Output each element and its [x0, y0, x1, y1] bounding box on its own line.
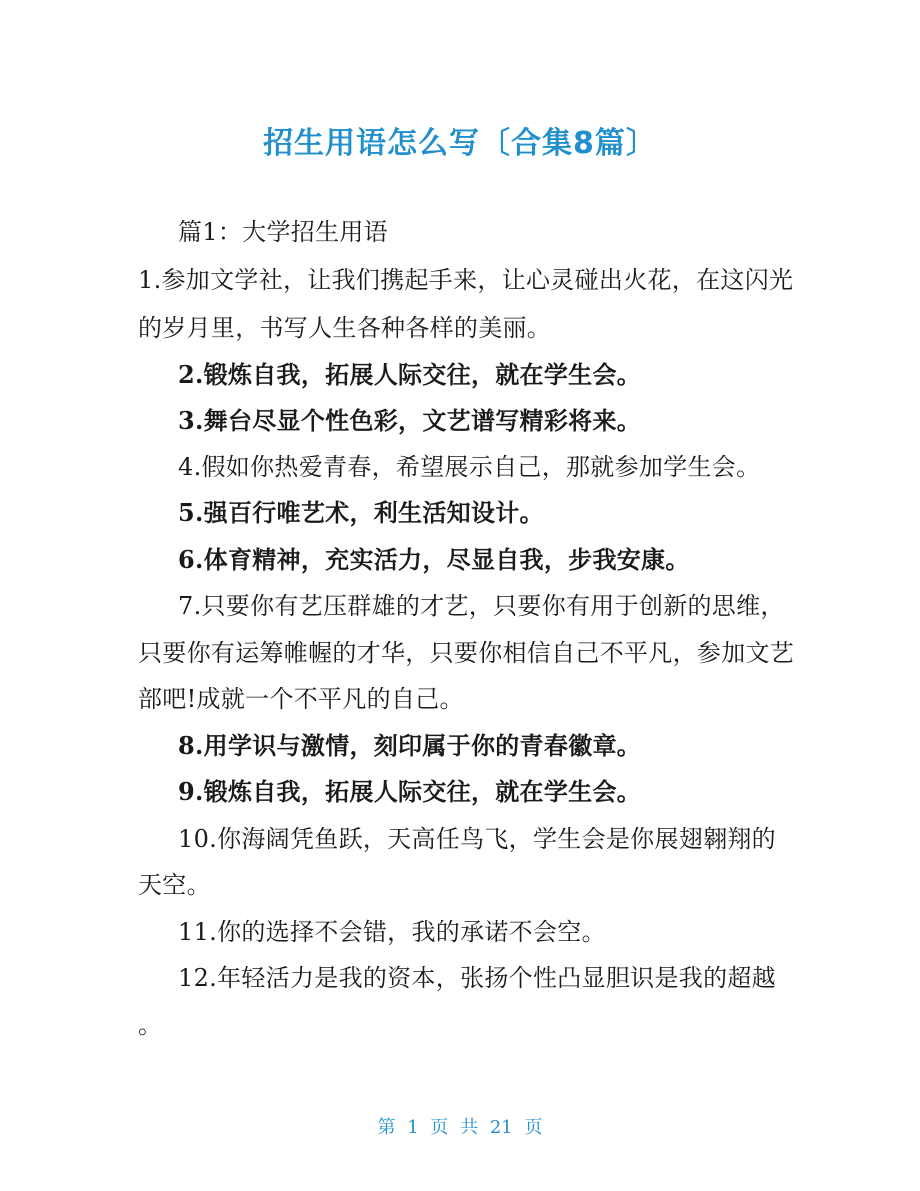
paragraph-line: 2.锻炼自我，拓展人际交往，就在学生会。	[178, 360, 642, 389]
paragraph-line: 12.年轻活力是我的资本，张扬个性凸显胆识是我的超越	[178, 964, 776, 992]
paragraph-line: 只要你有运筹帷幄的才华，只要你相信自己不平凡，参加文艺	[138, 639, 795, 667]
section-heading: 篇1：大学招生用语	[178, 218, 388, 246]
paragraph-line: 天空。	[138, 871, 211, 899]
paragraph-line: 部吧!成就一个不平凡的自己。	[138, 685, 464, 713]
paragraph-line: 5.强百行唯艺术，利生活知设计。	[178, 498, 544, 527]
page-footer: 第 1 页 共 21 页	[377, 1117, 543, 1138]
paragraph-line: 10.你海阔凭鱼跃，天高任鸟飞，学生会是你展翅翱翔的	[178, 825, 776, 853]
paragraph-line: 。	[138, 1011, 163, 1039]
paragraph-line: 7.只要你有艺压群雄的才艺，只要你有用于创新的思维，	[178, 592, 785, 620]
paragraph-line: 的岁月里，书写人生各种各样的美丽。	[138, 314, 552, 342]
paragraph-line: 8.用学识与激情，刻印属于你的青春徽章。	[178, 731, 642, 760]
paragraph-line: 1.参加文学社，让我们携起手来，让心灵碰出火花，在这闪光	[138, 266, 794, 294]
paragraph-line: 3.舞台尽显个性色彩，文艺谱写精彩将来。	[178, 406, 642, 435]
document-title: 招生用语怎么写〔合集8篇〕	[263, 126, 657, 161]
paragraph-line: 11.你的选择不会错，我的承诺不会空。	[178, 918, 606, 946]
paragraph-line: 4.假如你热爱青春，希望展示自己，那就参加学生会。	[178, 453, 761, 481]
paragraph-line: 6.体育精神，充实活力，尽显自我，步我安康。	[178, 545, 690, 574]
paragraph-line: 9.锻炼自我，拓展人际交往，就在学生会。	[178, 777, 642, 806]
